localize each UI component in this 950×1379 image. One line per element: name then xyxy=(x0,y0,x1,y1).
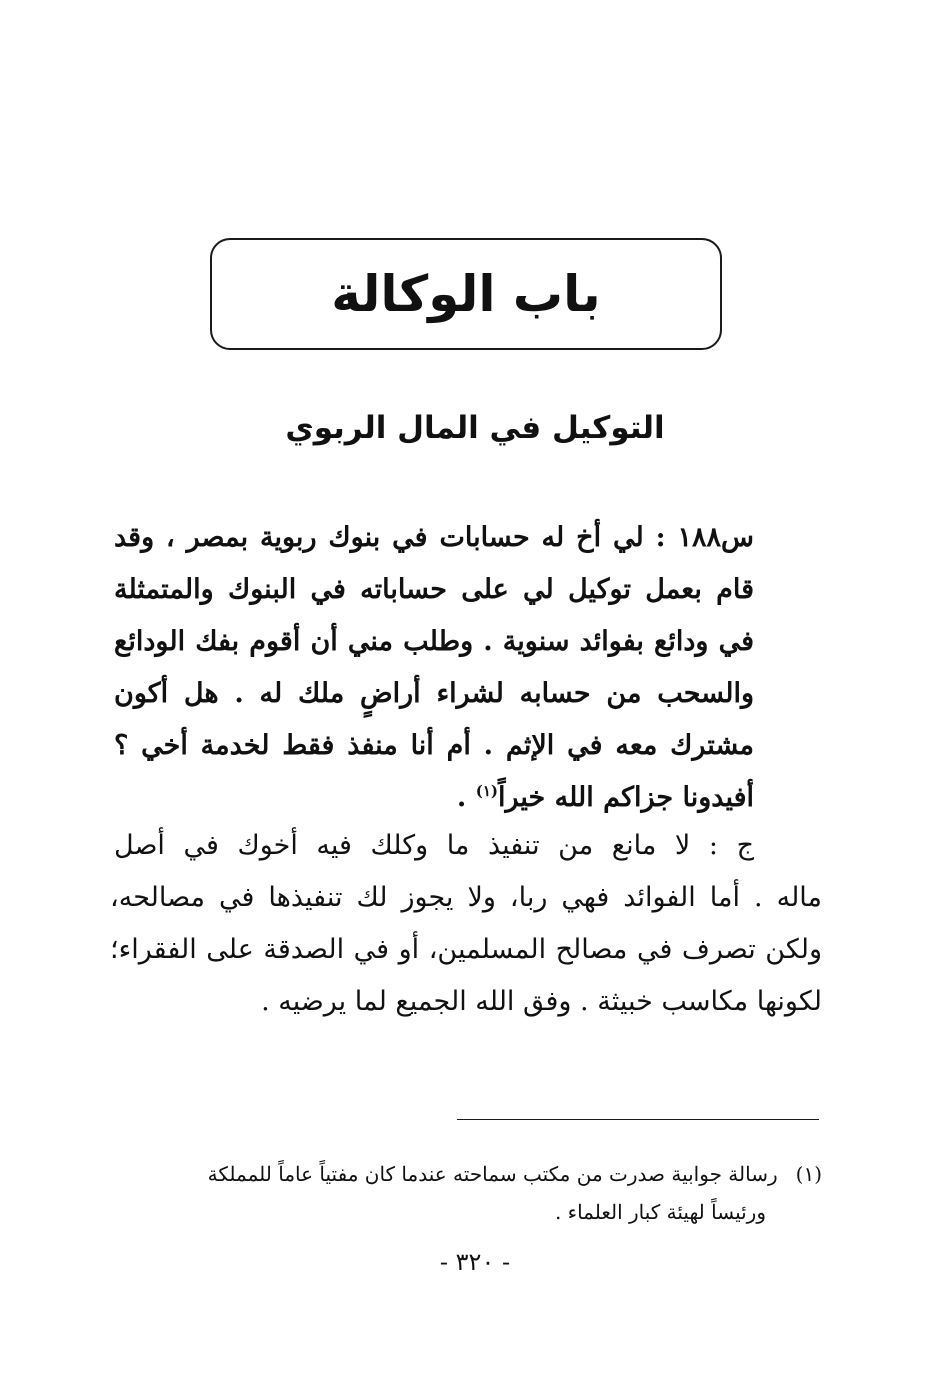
chapter-title: باب الوكالة xyxy=(331,265,601,323)
footnote-marker: (١) xyxy=(795,1162,822,1186)
answer-first-line: ج : لا مانع من تنفيذ ما وكلك فيه أخوك في أصل xyxy=(114,830,754,861)
question-text: س١٨٨ : لي أخ له حسابات في بنوك ربوية بمصر ، وقد قام بعمل توكيل لي على حساباته في البنوك والمتمثلة في ودائع بفوائد سنوية . وطلب مني أن أقوم بفك الودائع والسحب من حسابه لشراء أراضٍ ملك له . هل أكون مشترك معه في الإثم . أم أنا منفذ فقط لخدمة أخي ؟ أفيدونا جزاكم الله خيراً xyxy=(114,522,754,813)
footnote-reference[interactable]: (١) xyxy=(475,782,498,800)
question-paragraph xyxy=(114,512,754,824)
footnote-divider xyxy=(457,1119,819,1120)
answer-paragraph: ماله . أما الفوائد فهي ربا، ولا يجوز لك تنفيذها في مصالحه، ولكن تصرف في مصالح المسلمين، أو في الصدقة على الفقراء؛ لكونها مكاسب خبيثة . وفق الله الجميع لما يرضيه . xyxy=(110,882,822,1017)
footnote-line-2: ورئيساً لهيئة كبار العلماء . xyxy=(554,1200,766,1224)
page-number: - ٣٢٠ - xyxy=(439,1248,511,1276)
chapter-title-box xyxy=(210,238,722,350)
section-title: التوكيل في المال الربوي xyxy=(285,410,665,446)
footnote xyxy=(110,1155,822,1231)
footnote-line-1: رسالة جوابية صدرت من مكتب سماحته عندما كان مفتياً عاماً للمملكة xyxy=(207,1162,778,1186)
question-end: . xyxy=(456,782,476,813)
